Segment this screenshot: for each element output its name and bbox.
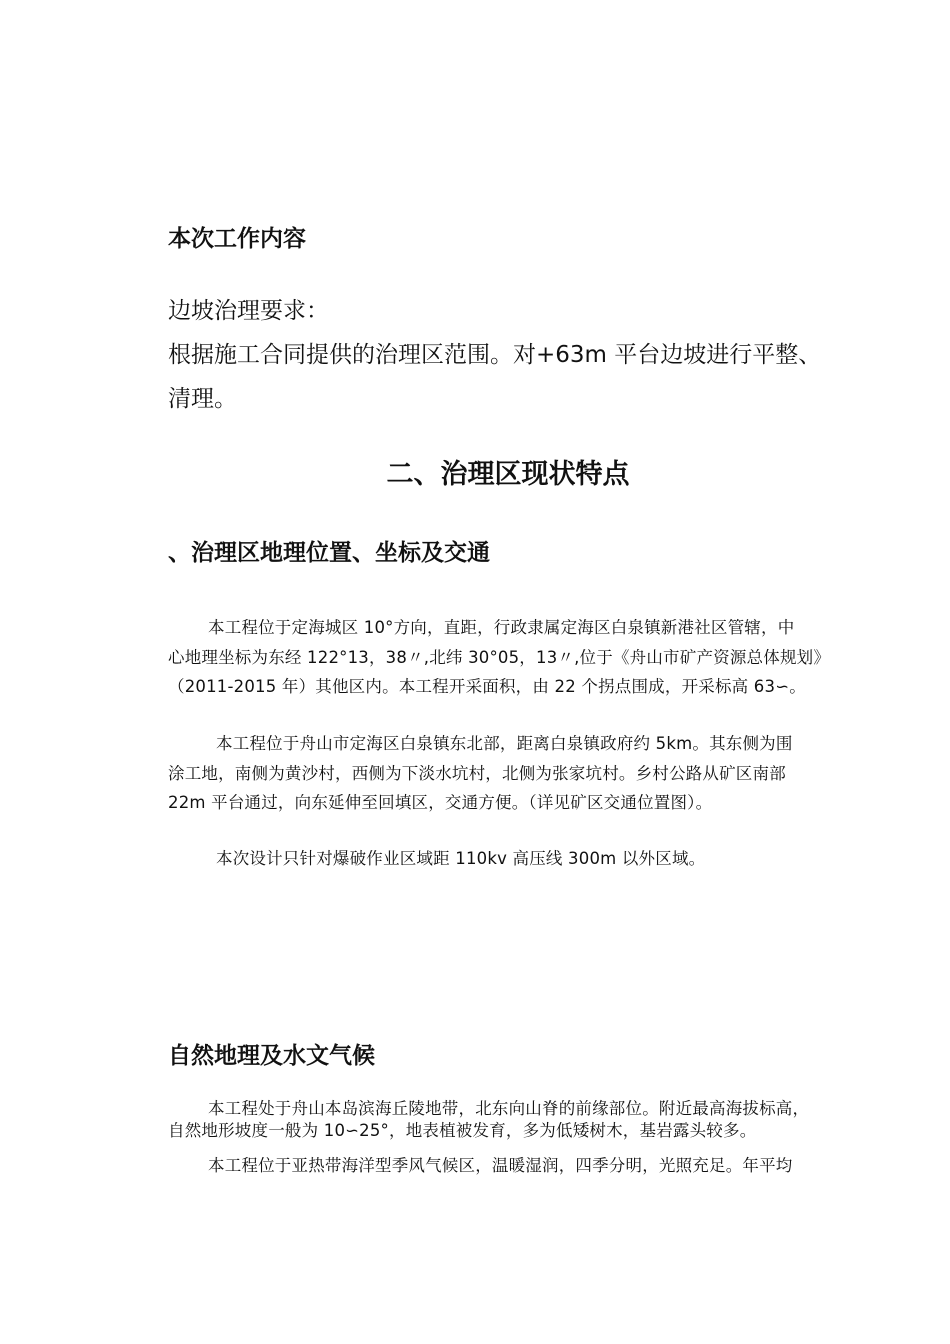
text-line: 22m 平台通过，向东延伸至回填区，交通方便。（详见矿区交通位置图）。: [168, 793, 713, 812]
text-line: 自然地形坡度一般为 10∽25°，地表植被发育，多为低矮树木，基岩露头较多。: [168, 1121, 757, 1140]
slope-requirement-line-1: 根据施工合同提供的治理区范围。对+63m 平台边坡进行平整、: [168, 342, 822, 368]
nature-paragraph-1: [168, 1098, 858, 1142]
slope-requirement-label: 边坡治理要求：: [168, 298, 329, 324]
location-section-heading: 、治理区地理位置、坐标及交通: [168, 540, 490, 566]
location-paragraph-2: [168, 729, 858, 818]
text-line: 本工程位于舟山市定海区白泉镇东北部，距离白泉镇政府约 5km。其东侧为围: [216, 734, 793, 753]
chapter-title: 二、治理区现状特点: [386, 459, 630, 490]
text-line: 本工程位于定海城区 10°方向，直距，行政隶属定海区白泉镇新港社区管辖，中: [208, 618, 795, 637]
location-paragraph-1: [168, 613, 858, 702]
text-line: 涂工地，南侧为黄沙村，西侧为下淡水坑村，北侧为张家坑村。乡村公路从矿区南部: [168, 763, 786, 783]
work-content-heading: 本次工作内容: [168, 226, 306, 252]
nature-section-heading: 自然地理及水文气候: [168, 1043, 375, 1069]
text-line: 本工程处于舟山本岛滨海丘陵地带，北东向山脊的前缘部位。附近最高海拔标高，: [208, 1099, 810, 1118]
nature-paragraph-2: [168, 1155, 858, 1177]
slope-requirement-line-2: 清理。: [168, 386, 237, 412]
text-line: 本次设计只针对爆破作业区域距 110kv 高压线 300m 以外区域。: [216, 849, 706, 868]
location-paragraph-3: [168, 844, 858, 874]
text-line: （2011-2015 年）其他区内。本工程开采面积，由 22 个拐点围成，开采标高 63∽。: [168, 677, 806, 696]
text-line: 本工程位于亚热带海洋型季风气候区，温暖湿润，四季分明，光照充足。年平均: [208, 1156, 793, 1175]
text-line: 心地理坐标为东经 122°13，38〃,北纬 30°05，13〃,位于《舟山市矿产资源总体规划》: [168, 647, 831, 667]
